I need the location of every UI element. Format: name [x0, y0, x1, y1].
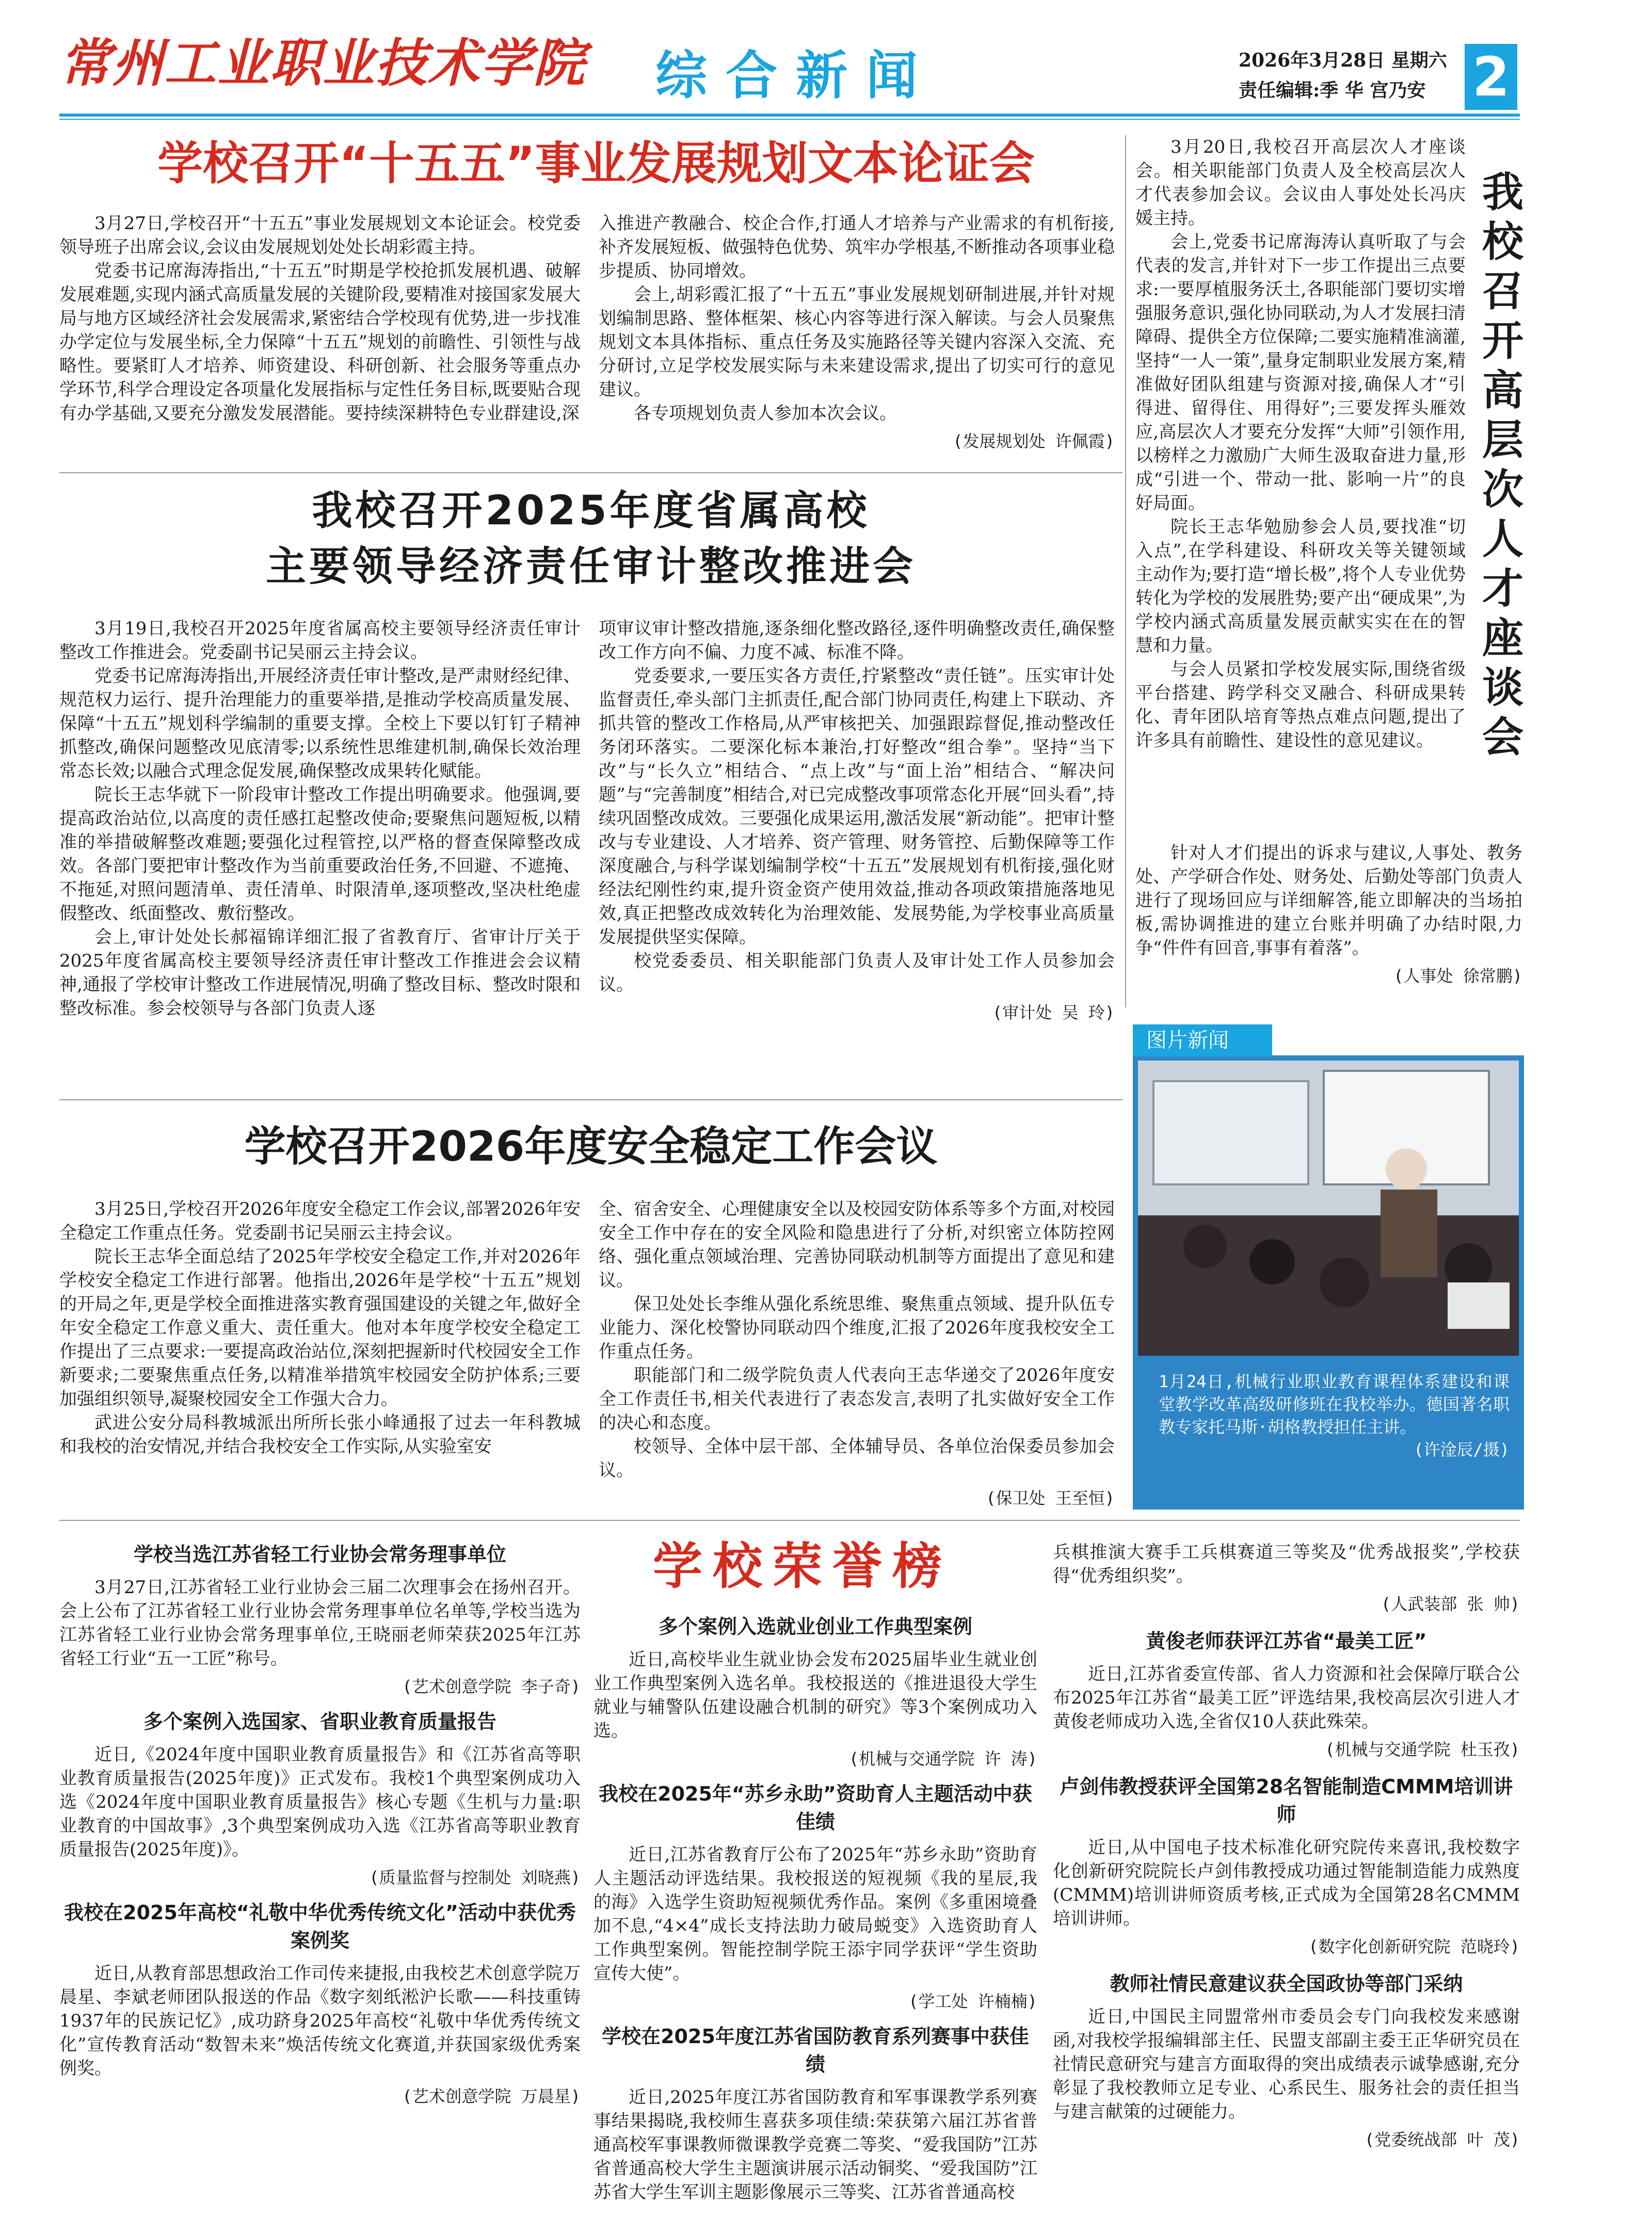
column-rule — [1125, 135, 1126, 1007]
sidebar-paragraph: 院长王志华勉励参会人员,要找准“切入点”,在学科建设、科研攻关等关键领域主动作为;要打造“增长极”,将个人专业优势转化为学校的发展胜势;要产出“硬成果”,为学校内涵式高质量发展贡献实实在在的智慧和力量。 — [1135, 517, 1466, 656]
article3-col2 — [599, 1197, 1115, 1509]
photo-credit: (许淦辰/摄) — [1414, 1440, 1510, 1459]
honor-item-byline: (艺术创意学院 万晨星) — [402, 2086, 581, 2106]
honor-item-byline: (党委统战部 叶 茂) — [1364, 2130, 1520, 2149]
sidebar-byline: (人事处 徐常鹏) — [1393, 966, 1522, 986]
honor-item-heading: 我校在2025年“苏乡永助”资助育人主题活动中获佳绩 — [599, 1783, 1032, 1833]
honor-item-heading: 教师社情民意建议获全国政协等部门采纳 — [1110, 1972, 1463, 1995]
honor-item-text: 近日,《2024年度中国职业教育质量报告》和《江苏省高等职业教育质量报告(2025年度)》正式发布。我校1个典型案例成功入选《2024年度中国职业教育质量报告》核心专题《生机与力量:职业教育的中国故事》,3个典型案例成功入选《江苏省高等职业教育质量报告(2025年度)》。 — [59, 1744, 581, 1860]
article1-byline: (发展规划处 许佩霞) — [953, 431, 1115, 451]
page-number: 2 — [1465, 44, 1517, 110]
article3-headline: 学校召开2026年度安全稳定工作会议 — [244, 1122, 938, 1170]
honor-item-text: 近日,从中国电子技术标准化研究院传来喜讯,我校数字化创新研究院院长卢剑伟教授成功通过智能制造能力成熟度(CMMM)培训讲师资质考核,正式成为全国第28名CMMM培训讲师。 — [1053, 1837, 1520, 1929]
article1-headline: 学校召开“十五五”事业发展规划文本论证会 — [157, 137, 1035, 190]
honor-item-text: 近日,高校毕业生就业协会发布2025届毕业生就业创业工作典型案例入选名单。我校报送的《推进退役大学生就业与辅警队伍建设融合机制的研究》等3个案例成功入选。 — [594, 1649, 1037, 1741]
photo-news-caption — [1159, 1370, 1510, 1461]
photo-news-image — [1138, 1061, 1519, 1356]
sidebar-paragraph: 与会人员紧扣学校发展实际,围绕省级平台搭建、跨学科交叉融合、科研成果转化、青年团队培育等热点难点问题,提出了许多具有前瞻性、建设性的意见建议。 — [1135, 659, 1466, 751]
honor-right-column — [1053, 1540, 1520, 2150]
article2-paragraph: 校党委委员、相关职能部门负责人及审计处工作人员参加会议。 — [599, 951, 1115, 995]
article2-paragraph: 党委要求,一要压实各方责任,拧紧整改“责任链”。压实审计处监督责任,牵头部门主抓责任,配合部门协同责任,构建上下联动、齐抓共管的整改工作格局,从严审核把关、加强跟踪督促,推动整改任务闭环落实。二要深化标本兼治,打好整改“组合拳”。坚持“当下改”与“长久立”相结合、“点上改”与“面上治”相结合、“解决问题”与“完善制度”相结合,对已完成整改事项常态化开展“回头看”,持续巩固整改成效。三要强化成果运用,激活发展“新动能”。把审计整改与专业建设、人才培养、资产管理、财务管控、后勤保障等工作深度融合,与科学谋划编制学校“十五五”发展规划有机衔接,强化财经法纪刚性约束,提升资金资产使用效益,推动各项政策措施落地见效,真正把整改成效转化为治理效能、发展势能,为学校事业高质量发展提供坚实保障。 — [599, 666, 1115, 948]
top-rule — [59, 114, 1520, 117]
article3-paragraph: 保卫处处长李维从强化系统思维、聚焦重点领域、提升队伍专业能力、深化校警协同联动四个维度,汇报了2026年度我校安全工作重点任务。 — [599, 1294, 1115, 1362]
article2-paragraph: 会上,审计处处长郝福锦详细汇报了省教育厅、省审计厅关于2025年度省属高校主要领导经济责任审计整改工作推进会会议精神,通报了学校审计整改工作进展情况,明确了整改目标、整改时限和整改标准。参会校领导与各部门负责人逐 — [59, 927, 581, 1019]
honor-item-text: 近日,江苏省教育厅公布了2025年“苏乡永助”资助育人主题活动评选结果。我校报送的短视频《我的星辰,我的海》入选学生资助短视频优秀作品。案例《多重困境叠加不息,“4×4”成长支持法助力破局蜕变》入选资助育人工作典型案例。智能控制学院王添宇同学获评“学生资助宣传大使”。 — [594, 1844, 1037, 1984]
honor-item-text: 3月27日,江苏省轻工业行业协会三届二次理事会在扬州召开。会上公布了江苏省轻工业行业协会常务理事单位名单等,学校当选为江苏省轻工业行业协会常务理事单位,王晓丽老师荣获2025年江苏省轻工行业“五一工匠”称号。 — [59, 1577, 581, 1669]
article1-col2 — [599, 212, 1115, 452]
sidebar-article — [1135, 135, 1466, 752]
article3-paragraph: 3月25日,学校召开2026年度安全稳定工作会议,部署2026年安全稳定工作重点任务。党委副书记吴丽云主持会议。 — [59, 1199, 581, 1243]
lecture-photo-icon — [1138, 1061, 1519, 1356]
photo-caption-text: 1月24日,机械行业职业教育课程体系建设和课堂教学改革高级研修班在我校举办。德国著名职教专家托马斯·胡格教授担任主讲。 — [1159, 1372, 1510, 1437]
responsible-editors: 责任编辑:季 华 宫乃安 — [1239, 79, 1426, 101]
honor-item-heading: 我校在2025年高校“礼敬中华优秀传统文化”活动中获优秀案例奖 — [64, 1901, 576, 1952]
divider — [59, 472, 1122, 473]
honor-item-byline: (机械与交通学院 许 涛) — [848, 1749, 1037, 1769]
honor-item-byline: (机械与交通学院 杜玉孜) — [1325, 1740, 1520, 1759]
article1-paragraph: 入推进产教融合、校企合作,打通人才培养与产业需求的有机衔接,补齐发展短板、做强特色优势、筑牢办学根基,不断推动各项事业稳步提质、协同增效。 — [599, 213, 1115, 281]
article2-paragraph: 3月19日,我校召开2025年度省属高校主要领导经济责任审计整改工作推进会。党委副书记吴丽云主持会议。 — [59, 618, 581, 663]
honor-item-heading: 学校在2025年度江苏省国防教育系列赛事中获佳绩 — [602, 2025, 1029, 2076]
article1-paragraph: 3月27日,学校召开“十五五”事业发展规划文本论证会。校党委领导班子出席会议,会议由发展规划处处长胡彩霞主持。 — [59, 213, 581, 258]
honor-item-heading: 卢剑伟教授获评全国第28名智能制造CMMM培训讲师 — [1060, 1775, 1513, 1826]
honor-item-byline: (人武装部 张 帅) — [1381, 1594, 1520, 1614]
article1-paragraph: 党委书记席海涛指出,“十五五”时期是学校抢抓发展机遇、破解发展难题,实现内涵式高质量发展的关键阶段,要精准对接国家发展大局与地方区域经济社会发展需求,紧密结合学校现有优势,进一步找准办学定位与发展坐标,全力保障“十五五”规划的前瞻性、引领性与战略性。要紧盯人才培养、师资建设、科研创新、社会服务等重点办学环节,科学合理设定各项量化发展指标与定性任务目标,既要贴合现有办学基础,又要充分激发发展潜能。要持续深耕特色专业群建设,深 — [59, 261, 581, 424]
article1-paragraph: 各专项规划负责人参加本次会议。 — [634, 403, 897, 424]
issue-date: 2026年3月28日 星期六 — [1239, 50, 1447, 71]
article2-byline: (审计处 吴 玲) — [992, 1003, 1115, 1022]
honor-item-text: 近日,中国民主同盟常州市委员会专门向我校发来感谢函,对我校学报编辑部主任、民盟支部副主委王正华研究员在社情民意研究与建言方面取得的突出成绩表示诚挚感谢,充分彰显了我校教师立足专业、心系民生、服务社会的责任担当与建言献策的过硬能力。 — [1053, 2007, 1520, 2122]
honor-item-byline: (数字化创新研究院 范晓玲) — [1308, 1937, 1520, 1956]
article1-col1 — [59, 212, 581, 425]
honor-item-heading: 学校当选江苏省轻工行业协会常务理事单位 — [133, 1543, 506, 1566]
honor-item-heading: 黄俊老师获评江苏省“最美工匠” — [1146, 1630, 1427, 1652]
honor-item-byline: (质量监督与控制处 刘晓燕) — [369, 1868, 581, 1887]
article2-paragraph: 项审议审计整改措施,逐条细化整改路径,逐件明确整改责任,确保整改工作方向不偏、力度不减、标准不降。 — [599, 618, 1115, 663]
divider — [59, 1520, 1520, 1521]
article2-headline-line2: 主要领导经济责任审计整改推进会 — [265, 543, 916, 590]
honor-roll-title: 学校荣誉榜 — [653, 1537, 952, 1595]
section-title: 综合新闻 — [655, 45, 936, 106]
honor-left-column — [59, 1540, 581, 2107]
article1-paragraph: 会上,胡彩霞汇报了“十五五”事业发展规划研制进展,并针对规划编制思路、整体框架、核心内容等进行深入解读。与会人员聚焦规划文本具体指标、重点任务及实施路径等关键内容深入交流、充分研讨,立足学校发展实际与未来建设需求,提出了切实可行的意见建议。 — [599, 284, 1115, 400]
honor-item-byline: (学工处 许楠楠) — [908, 1992, 1037, 2011]
honor-item-text: 近日,从教育部思想政治工作司传来捷报,由我校艺术创意学院万晨星、李斌老师团队报送的作品《数字刻纸淞沪长歌——科技重铸1937年的民族记忆》,成功跻身2025年高校“礼敬中华优秀传统文化”宣传教育活动“数智未来”焕活传统文化赛道,并获国家级优秀案例奖。 — [59, 1963, 581, 2079]
article2-headline-line1: 我校召开2025年度省属高校 — [312, 488, 870, 534]
honor-item-heading: 多个案例入选就业创业工作典型案例 — [658, 1615, 972, 1638]
article2-paragraph: 院长王志华就下一阶段审计整改工作提出明确要求。他强调,要提高政治站位,以高度的责任感扛起整改使命;要聚焦问题短板,以精准的举措破解整改难题;要强化过程管控,以严格的督查保障整改成效。各部门要把审计整改作为当前重要政治任务,不回避、不遮掩、不拖延,对照问题清单、责任清单、时限清单,逐项整改,坚决杜绝虚假整改、纸面整改、敷衍整改。 — [59, 784, 581, 924]
honor-item-text: 近日,江苏省委宣传部、省人力资源和社会保障厅联合公布2025年江苏省“最美工匠”评选结果,我校高层次引进人才黄俊老师成功入选,全省仅10人获此殊荣。 — [1053, 1664, 1520, 1732]
article3-byline: (保卫处 王至恒) — [986, 1488, 1115, 1508]
honor-item-heading: 多个案例入选国家、省职业教育质量报告 — [143, 1710, 496, 1733]
article3-paragraph: 院长王志华全面总结了2025年学校安全稳定工作,并对2026年学校安全稳定工作进行部署。他指出,2026年是学校“十五五”规划的开局之年,更是学校全面推进落实教育强国建设的关键之年,做好全年安全稳定工作意义重大、责任重大。他对本年度学校安全稳定工作提出了三点要求:一要提高政治站位,深刻把握新时代校园安全工作新要求;二要聚焦重点任务,以精准举措筑牢校园安全防护体系;三要加强组织领导,凝聚校园安全工作强大合力。 — [59, 1246, 581, 1409]
honor-item-text: 兵棋推演大赛手工兵棋赛道三等奖及“优秀战报奖”,学校获得“优秀组织奖”。 — [1053, 1542, 1520, 1586]
photo-news-label: 图片新闻 — [1133, 1024, 1272, 1056]
article2-col1 — [59, 617, 581, 1020]
honor-middle-column — [594, 1613, 1037, 2204]
honor-item-byline: (艺术创意学院 李子奇) — [402, 1677, 581, 1696]
top-rule-thin — [59, 119, 1520, 120]
sidebar-vertical-title: 我校召开高层次人才座谈会 — [1482, 168, 1523, 761]
sidebar-article-tail — [1135, 841, 1522, 987]
sidebar-paragraph: 针对人才们提出的诉求与建议,人事处、教务处、产学研合作处、财务处、后勤处等部门负责人进行了现场回应与详细解答,能立即解决的当场拍板,需协调推进的建立台账并明确了办结时限,力争“件件有回音,事事有着落”。 — [1135, 843, 1522, 958]
article2-paragraph: 党委书记席海涛指出,开展经济责任审计整改,是严肃财经纪律、规范权力运行、提升治理能力的重要举措,是推动学校高质量发展、保障“十五五”规划科学编制的重要支撑。全校上下要以钉钉子精神抓整改,确保问题整改见底清零;以系统性思维建机制,确保长效治理常态长效;以融合式理念促发展,确保整改成果转化赋能。 — [59, 666, 581, 781]
article3-col1 — [59, 1197, 581, 1458]
sidebar-paragraph: 会上,党委书记席海涛认真听取了与会代表的发言,并针对下一步工作提出三点要求:一要厚植服务沃土,各职能部门要切实增强服务意识,强化协同联动,为人才发展扫清障碍、提供全方位保障;二要实施精准滴灌,坚持“一人一策”,量身定制职业发展方案,精准做好团队组建与资源对接,确保人才“引得进、留得住、用得好”;三要发挥头雁效应,高层次人才要充分发挥“大师”引领作用,以榜样之力激励广大师生汲取奋进力量,形成“引进一个、带动一批、影响一片”的良好局面。 — [1135, 232, 1466, 513]
school-masthead: 常州工业职业技术学院 — [59, 33, 586, 93]
honor-item-text: 近日,2025年度江苏省国防教育和军事课教学系列赛事结果揭晓,我校师生喜获多项佳绩:荣获第六届江苏省普通高校军事课教师微课教学竞赛二等奖、“爱我国防”江苏省普通高校大学生主题演讲展示活动铜奖、“爱我国防”江苏省大学生军训主题影像展示三等奖、江苏省普通高校 — [594, 2087, 1037, 2203]
article2-col2 — [599, 617, 1115, 1023]
article3-paragraph: 校领导、全体中层干部、全体辅导员、各单位治保委员参加会议。 — [599, 1436, 1115, 1481]
article3-paragraph: 武进公安分局科教城派出所所长张小峰通报了过去一年科教城和我校的治安情况,并结合我校安全工作实际,从实验室安 — [59, 1413, 581, 1457]
article3-paragraph: 职能部门和二级学院负责人代表向王志华递交了2026年度安全工作责任书,相关代表进行了表态发言,表明了扎实做好安全工作的决心和态度。 — [599, 1365, 1115, 1433]
divider — [59, 1099, 1122, 1100]
article3-paragraph: 全、宿舍安全、心理健康安全以及校园安防体系等多个方面,对校园安全工作中存在的安全风险和隐患进行了分析,对织密立体防控网络、强化重点领域治理、完善协同联动机制等方面提出了意见和建议。 — [599, 1199, 1115, 1291]
sidebar-paragraph: 3月20日,我校召开高层次人才座谈会。相关职能部门负责人及全校高层次人才代表参加会议。会议由人事处处长冯庆媛主持。 — [1135, 137, 1466, 229]
